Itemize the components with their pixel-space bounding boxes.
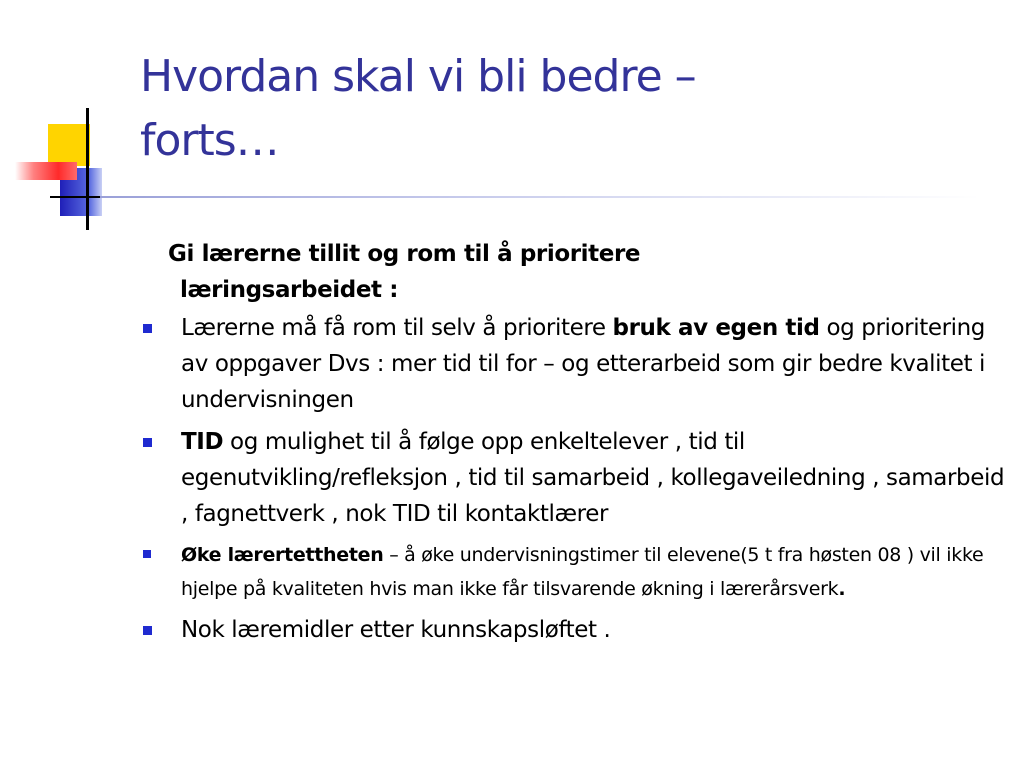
square-bullet-icon [143,550,151,558]
bullet-bold-text: TID [181,429,224,455]
intro-line1: Gi lærerne tillit og rom til å prioritere [168,241,641,267]
title-underline [100,196,980,198]
bullet-bold-period: . [838,578,846,600]
bullet-item [140,310,1010,418]
bullet-text: Nok læremidler etter kunnskapsløftet . [181,617,611,643]
intro-line2: læringsarbeidet : [180,277,399,303]
bullet-item [140,612,1010,648]
bullet-list [140,310,1010,648]
bullet-text: Lærerne må få rom til selv å prioritere [181,315,613,341]
slide-title-line1: Hvordan skal vi bli bedre – [140,51,696,102]
bullet-text: og mulighet til å følge opp enkeltelever , tid til egenutvikling/refleksjon , tid til samarbeid , kollegaveiledning , samarbeid , fagnettverk , nok TID til kontaktlærer [181,429,1005,527]
bullet-item [140,424,1010,532]
square-bullet-icon [143,626,152,635]
slide-body [140,236,1010,654]
intro-paragraph [140,236,1010,308]
bullet-text: – å øke undervisningstimer til elevene(5 t fra høsten 08 ) vil ikke hjelpe på kvaliteten hvis man ikke får tilsvarende økning i lærerårsverk [181,544,984,600]
slide-logo-graphic [10,108,160,230]
slide-title-line2: forts… [140,115,279,166]
logo-vertical-line [86,108,89,230]
bullet-bold-text: Øke lærertettheten [181,544,384,566]
logo-yellow-square [48,124,90,166]
bullet-bold-text: bruk av egen tid [612,315,820,341]
slide-title [140,45,1000,173]
bullet-text: og prioritering av oppgaver Dvs : mer tid til for – og etterarbeid som gir bedre kvalitet i undervisningen [181,315,986,413]
square-bullet-icon [143,438,152,447]
logo-red-bar [15,162,77,180]
square-bullet-icon [143,324,152,333]
bullet-item [140,538,1010,606]
